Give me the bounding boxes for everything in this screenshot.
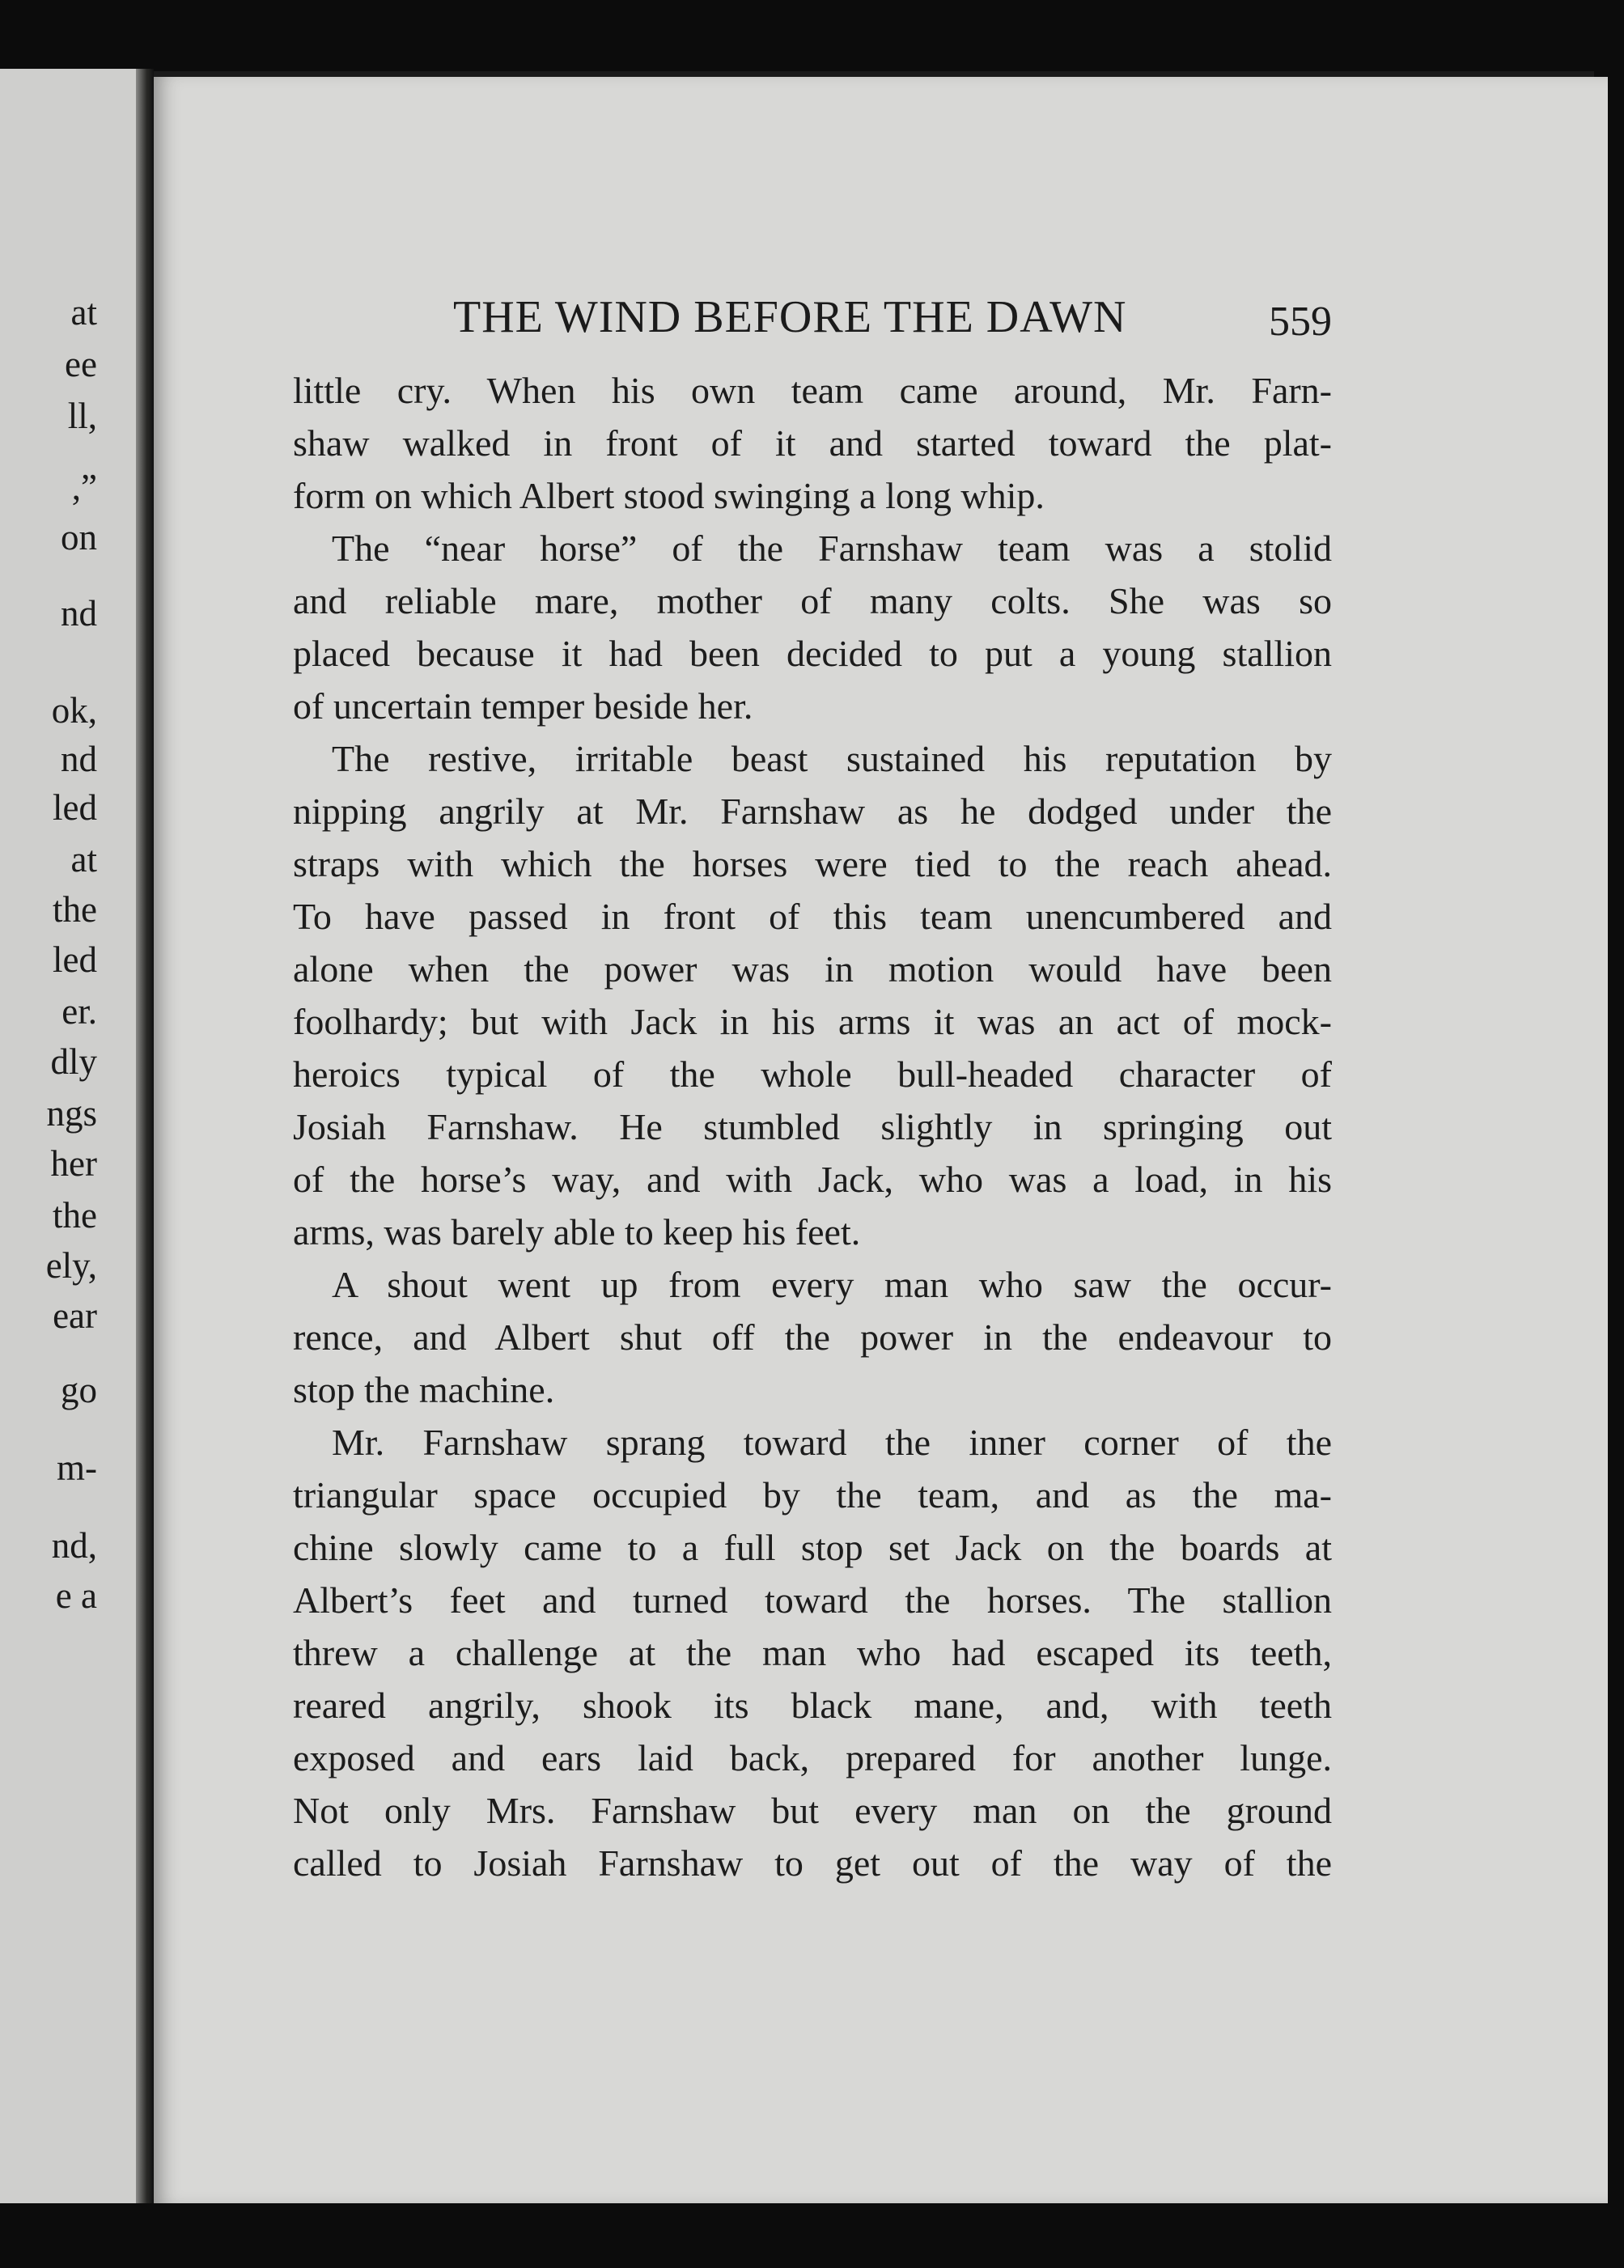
facing-page-fragment: nd: [61, 739, 97, 779]
text-line: stop the machine.: [293, 1369, 555, 1410]
facing-page-fragment: ll,: [67, 396, 97, 436]
facing-page-fragment: ear: [53, 1295, 97, 1336]
facing-page-fragment: er.: [61, 991, 97, 1032]
book-gutter: [136, 69, 154, 2203]
facing-page-fragment: the: [53, 889, 97, 930]
facing-page-fragment: nd,: [51, 1525, 97, 1566]
text-line: little cry. When his own team came around, Mr. Farn-: [293, 370, 1332, 411]
text-line: Not only Mrs. Farnshaw but every man on the ground: [293, 1790, 1332, 1831]
text-line: foolhardy; but with Jack in his arms it was an act of mock-: [293, 1001, 1332, 1042]
text-line: reared angrily, shook its black mane, and, with teeth: [293, 1685, 1332, 1726]
text-line: arms, was barely able to keep his feet.: [293, 1211, 861, 1253]
facing-page-fragment: her: [50, 1143, 97, 1184]
text-line: called to Josiah Farnshaw to get out of the way of the: [293, 1842, 1332, 1884]
text-line: To have passed in front of this team unencumbered and: [293, 896, 1332, 937]
text-line: alone when the power was in motion would have been: [293, 948, 1332, 990]
facing-page-fragment: at: [70, 292, 97, 333]
text-line: rence, and Albert shut off the power in the endeavour to: [293, 1316, 1332, 1358]
text-line: and reliable mare, mother of many colts. She was so: [293, 580, 1332, 621]
facing-page-fragment: nd: [61, 593, 97, 634]
facing-page: [0, 69, 147, 2203]
facing-page-fragment: at: [70, 839, 97, 880]
text-line: The restive, irritable beast sustained his reputation by: [332, 738, 1332, 779]
text-line: of uncertain temper beside her.: [293, 685, 753, 727]
running-head: THE WIND BEFORE THE DAWN: [453, 292, 1127, 342]
text-line: A shout went up from every man who saw the occur-: [332, 1264, 1332, 1305]
facing-page-fragment: led: [53, 939, 97, 980]
text-line: The “near horse” of the Farnshaw team was a stolid: [332, 528, 1332, 569]
text-line: triangular space occupied by the team, and as the ma-: [293, 1474, 1332, 1516]
facing-page-fragment: ok,: [51, 690, 97, 731]
text-line: nipping angrily at Mr. Farnshaw as he dodged under the: [293, 791, 1332, 832]
text-line: Josiah Farnshaw. He stumbled slightly in springing out: [293, 1106, 1332, 1147]
facing-page-fragment: on: [61, 517, 97, 557]
text-line: exposed and ears laid back, prepared for another lunge.: [293, 1737, 1332, 1778]
facing-page-fragment: led: [53, 787, 97, 828]
text-line: heroics typical of the whole bull-headed character of: [293, 1053, 1332, 1095]
facing-page-fragment: m-: [57, 1448, 97, 1488]
text-line: placed because it had been decided to put a young stallion: [293, 633, 1332, 674]
facing-page-fragment: ee: [65, 344, 97, 384]
facing-page-fragment: e a: [55, 1575, 97, 1616]
text-line: chine slowly came to a full stop set Jack on the boards at: [293, 1527, 1332, 1568]
text-line: form on which Albert stood swinging a long whip.: [293, 475, 1045, 516]
page-number: 559: [1269, 299, 1332, 345]
facing-page-fragment: ,”: [71, 467, 97, 507]
text-line: Mr. Farnshaw sprang toward the inner corner of the: [332, 1422, 1332, 1463]
facing-page-fragment: ngs: [46, 1093, 97, 1134]
text-line: straps with which the horses were tied to the reach ahead.: [293, 843, 1332, 884]
text-line: of the horse’s way, and with Jack, who was a load, in his: [293, 1159, 1332, 1200]
facing-page-fragment: go: [61, 1370, 97, 1410]
facing-page-fragment: the: [53, 1195, 97, 1236]
text-line: threw a challenge at the man who had escaped its teeth,: [293, 1632, 1332, 1673]
facing-page-fragment: dly: [50, 1041, 97, 1082]
body-text: [293, 364, 1332, 1889]
facing-page-fragment: ely,: [45, 1245, 97, 1286]
text-line: Albert’s feet and turned toward the horses. The stallion: [293, 1579, 1332, 1621]
text-line: shaw walked in front of it and started toward the plat-: [293, 422, 1332, 464]
